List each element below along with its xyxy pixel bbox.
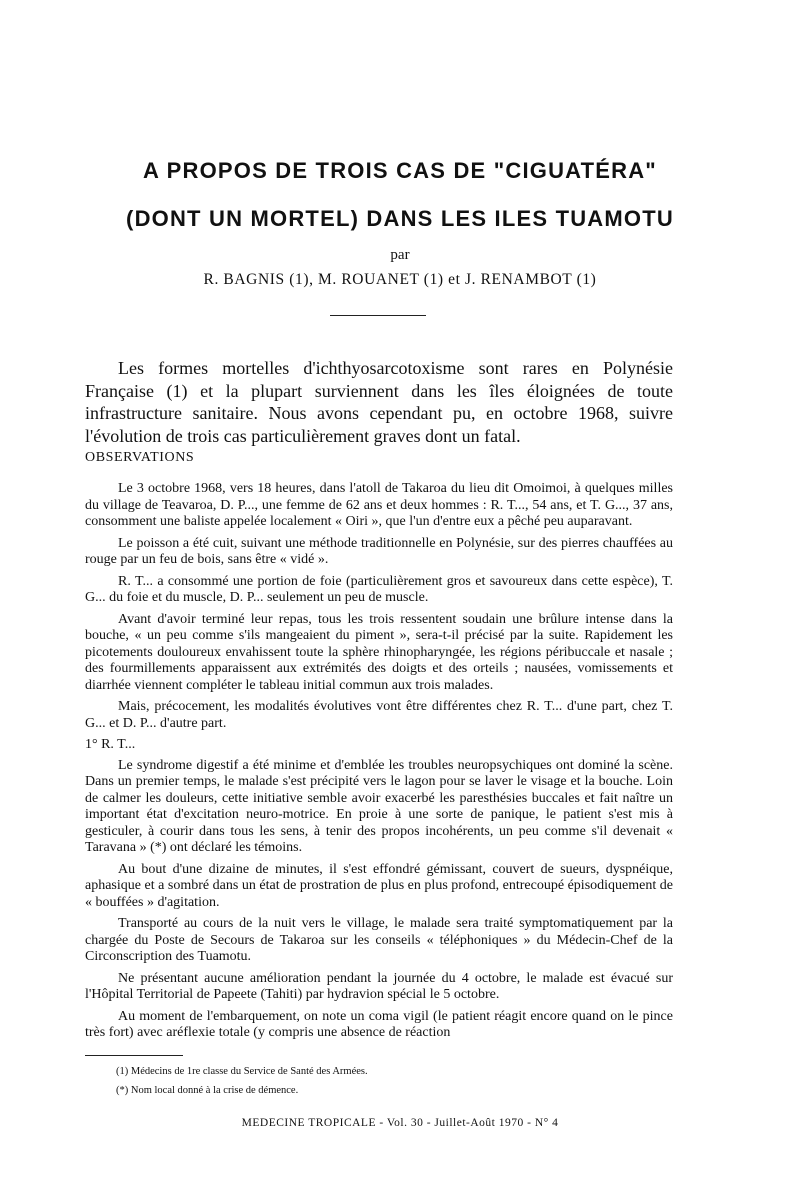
body-paragraph: Le 3 octobre 1968, vers 18 heures, dans l'atoll de Takaroa du lieu dit Omoimoi, à quelques milles du village de Teavaroa, D. P..., une femme de 62 ans et deux hommes : R. T..., 54 ans, et T. G..., 37 ans, consomment une baliste appelée localement « Oiri », que l'un d'entre eux a pêché peu auparavant. — [85, 481, 673, 529]
body-paragraph: R. T... a consommé une portion de foie (particulièrement gros et savoureux dans cette espèce), T. G... du foie et du muscle, D. P... seulement un peu de muscle. — [85, 573, 673, 605]
footnotes — [116, 1064, 368, 1102]
article-body — [85, 481, 673, 1047]
journal-footer: MEDECINE TROPICALE - Vol. 30 - Juillet-Août 1970 - N° 4 — [241, 1117, 559, 1129]
body-paragraph: Au bout d'une dizaine de minutes, il s'est effondré gémissant, couvert de sueurs, dyspnéique, aphasique et a sombré dans un état de prostration de plus en plus profond, entrecoupé épisodiquement de « bouffées » d'agitation. — [85, 861, 673, 910]
title-divider — [330, 315, 426, 316]
body-paragraph: Ne présentant aucune amélioration pendant la journée du 4 octobre, le malade est évacué sur l'Hôpital Territorial de Papeete (Tahiti) par hydravion spécial le 5 octobre. — [85, 970, 673, 1002]
intro-text: Les formes mortelles d'ichthyosarcotoxisme sont rares en Polynésie Française (1) et la plupart surviennent dans les îles éloignées de toute infrastructure sanitaire. Nous avons cependant pu, en octobre 1968, suivre l'évolution de trois cas particulièrement graves dont un fatal. — [85, 358, 673, 446]
footnote-divider — [85, 1055, 183, 1056]
article-title-line-1: A PROPOS DE TROIS CAS DE "CIGUATÉRA" — [143, 158, 657, 183]
article-title-line-2: (DONT UN MORTEL) DANS LES ILES TUAMOTU — [126, 206, 674, 231]
body-paragraph: Le poisson a été cuit, suivant une méthode traditionnelle en Polynésie, sur des pierres chauffées au rouge par un feu de bois, sans être « vidé ». — [85, 535, 673, 567]
footnote: (*) Nom local donné à la crise de démence. — [116, 1085, 299, 1096]
author-list: R. BAGNIS (1), M. ROUANET (1) et J. RENAMBOT (1) — [203, 271, 597, 288]
section-heading: OBSERVATIONS — [85, 450, 195, 465]
body-paragraph: Avant d'avoir terminé leur repas, tous les trois ressentent soudain une brûlure intense dans la bouche, « un peu comme s'ils mangeaient du piment », sera-t-il précisé par la suite. Rapidement les picotements douloureux envahissent toute la sphère rhinopharyngée, les régions péribuccale et nasale ; des fourmillements apparaissent aux extrémités des doigts et des orteils ; nausées, vomissements et diarrhée viennent compléter le tableau initial commun aux trois malades. — [85, 611, 673, 693]
subsection-heading: 1° R. T... — [85, 737, 136, 752]
body-paragraph: Le syndrome digestif a été minime et d'emblée les troubles neuropsychiques ont dominé la scène. Dans un premier temps, le malade s'est précipité vers le lagon pour se laver le visage et la bouche. Loin de calmer les douleurs, cette initiative semble avoir exacerbé les paresthésies buccales et fait naître un important état d'excitation neuro-motrice. En proie à une sorte de panique, le patient s'est mis à gesticuler, à courir dans tous les sens, à tenir des propos incohérents, un peu comme s'il devenait « Taravana » (*) ont déclaré les témoins. — [85, 757, 673, 855]
intro-paragraph — [85, 357, 673, 447]
body-paragraph: Transporté au cours de la nuit vers le village, le malade sera traité symptomatiquement par la chargée du Poste de Secours de Takaroa sur les conseils « téléphoniques » du Médecin-Chef de la Circonscription des Tuamotu. — [85, 916, 673, 964]
byline-par: par — [390, 247, 410, 263]
footnote: (1) Médecins de 1re classe du Service de Santé des Armées. — [116, 1066, 368, 1077]
body-paragraph: Mais, précocement, les modalités évolutives vont être différentes chez R. T... d'une part, chez T. G... et D. P... d'autre part. — [85, 699, 673, 731]
body-paragraph: Au moment de l'embarquement, on note un coma vigil (le patient réagit encore quand on le pince très fort) avec aréflexie totale (y compris une absence de réaction — [85, 1008, 673, 1040]
